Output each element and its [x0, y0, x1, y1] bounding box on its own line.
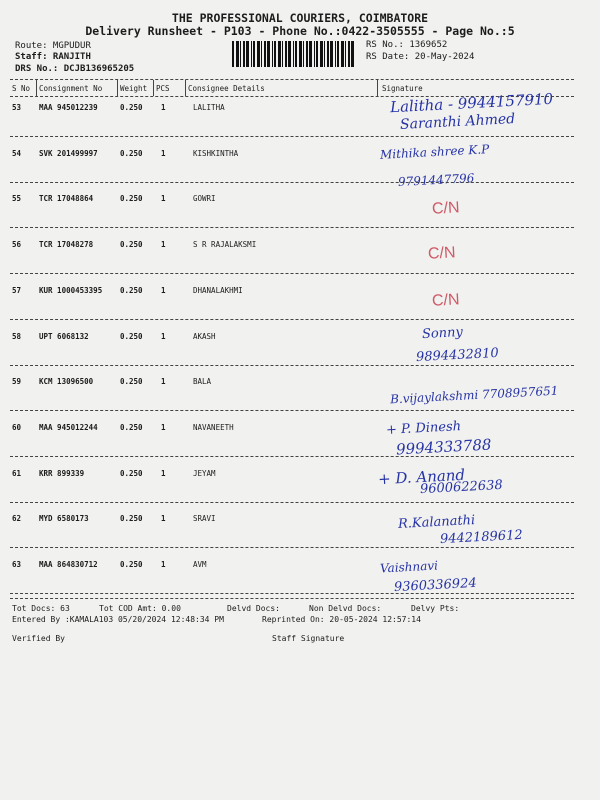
row-weight: 0.250: [120, 560, 143, 569]
row-signature: B.vijaylakshmi 7708957651: [389, 383, 559, 407]
route-label: Route: MGPUDUR: [15, 41, 91, 51]
row-pieces: 1: [161, 103, 166, 112]
row-pieces: 1: [161, 285, 166, 295]
row-consignee: GOWRI: [193, 194, 216, 204]
document-subtitle: Delivery Runsheet - P103 - Phone No.:0422-3505555 - Page No.:5: [85, 24, 515, 38]
staff-signature-label: Staff Signature: [272, 634, 345, 643]
header-divider-top: [10, 79, 574, 80]
row-serial-number: 60: [12, 422, 22, 432]
row-pieces: 1: [161, 194, 166, 204]
row-consignment-number: MYD 6580173: [39, 514, 89, 524]
row-signature: Saranthi Ahmed: [399, 110, 516, 134]
row-consignee: AKASH: [193, 331, 216, 341]
row-serial-number: 62: [12, 514, 22, 524]
barcode-image: [232, 41, 358, 67]
row-pieces: 1: [161, 240, 166, 250]
row-weight: 0.250: [120, 377, 143, 387]
col-header-sno: S No: [12, 84, 31, 93]
row-consignment-number: TCR 17048278: [39, 240, 94, 250]
row-signature: C/N: [431, 291, 460, 310]
row-weight: 0.250: [120, 468, 143, 478]
row-signature: Lalitha - 9944157910: [389, 89, 554, 117]
row-consignment-number: MAA 945012244: [39, 422, 98, 432]
row-consignee: S R RAJALAKSMI: [193, 240, 257, 250]
row-weight: 0.250: [120, 194, 143, 204]
row-weight: 0.250: [120, 103, 143, 112]
rs-number: RS No.: 1369652: [366, 40, 448, 50]
row-consignment-number: KUR 1000453395: [39, 285, 103, 295]
row-consignee: NAVANEETH: [193, 422, 234, 432]
row-divider: [10, 456, 574, 457]
row-serial-number: 63: [12, 560, 22, 569]
row-signature: C/N: [427, 244, 456, 263]
verified-by-label: Verified By: [12, 634, 65, 643]
row-consignee: KISHKINTHA: [193, 148, 239, 158]
row-consignment-number: TCR 17048864: [39, 194, 94, 204]
rs-date: RS Date: 20-May-2024: [366, 52, 475, 62]
col-header-weight: Weight: [120, 84, 148, 93]
row-weight: 0.250: [120, 422, 143, 432]
row-signature: 9442189612: [439, 527, 524, 548]
row-weight: 0.250: [120, 331, 143, 341]
row-serial-number: 61: [12, 468, 22, 478]
row-signature: 9360336924: [393, 575, 478, 596]
row-consignment-number: MAA 864830712: [39, 560, 98, 569]
row-signature: 9994333788: [395, 435, 492, 459]
row-signature: 9894432810: [415, 345, 500, 366]
row-divider: [10, 273, 574, 274]
row-weight: 0.250: [120, 148, 143, 158]
row-divider: [10, 365, 574, 366]
row-pieces: 1: [161, 514, 166, 524]
non-delivered-docs: Non Delvd Docs:: [309, 604, 382, 613]
col-header-consignment: Consignment No: [39, 84, 103, 93]
row-consignment-number: KCM 13096500: [39, 377, 94, 387]
row-signature: R.Kalanathi: [397, 512, 476, 533]
row-divider: [10, 136, 574, 137]
row-serial-number: 55: [12, 194, 22, 204]
row-consignee: BALA: [193, 377, 212, 387]
row-signature: + D. Anand: [377, 465, 466, 489]
row-weight: 0.250: [120, 240, 143, 250]
row-serial-number: 59: [12, 377, 22, 387]
row-consignee: JEYAM: [193, 468, 216, 478]
col-header-signature: Signature: [382, 84, 423, 93]
row-divider: [10, 410, 574, 411]
row-serial-number: 53: [12, 103, 22, 112]
entered-by: Entered By :KAMALA103 05/20/2024 12:48:34 PM: [12, 615, 224, 624]
row-signature: 9791447796: [397, 171, 475, 189]
row-consignee: DHANALAKHMI: [193, 285, 243, 295]
col-header-pcs: PCS: [156, 84, 170, 93]
row-weight: 0.250: [120, 285, 143, 295]
row-weight: 0.250: [120, 514, 143, 524]
row-divider: [10, 593, 574, 594]
row-pieces: 1: [161, 148, 166, 158]
document-title: THE PROFESSIONAL COURIERS, COIMBATORE: [171, 11, 429, 25]
drs-number: DRS No.: DCJB136965205: [15, 64, 135, 74]
row-signature: Mithika shree K.P: [379, 142, 490, 162]
row-serial-number: 56: [12, 240, 22, 250]
row-serial-number: 58: [12, 331, 22, 341]
col-header-consignee: Consignee Details: [188, 84, 265, 93]
row-divider: [10, 227, 574, 228]
row-divider: [10, 547, 574, 548]
total-docs: Tot Docs: 63: [12, 604, 70, 613]
row-pieces: 1: [161, 331, 166, 341]
row-pieces: 1: [161, 560, 166, 569]
row-signature: + P. Dinesh: [385, 419, 462, 438]
staff-label: Staff: RANJITH: [15, 52, 91, 62]
row-consignee: LALITHA: [193, 103, 225, 112]
row-consignment-number: MAA 945012239: [39, 103, 98, 112]
row-signature: 9600622638: [419, 477, 504, 498]
row-pieces: 1: [161, 468, 166, 478]
row-serial-number: 57: [12, 285, 22, 295]
row-signature: Vaishnavi: [379, 558, 439, 576]
row-serial-number: 54: [12, 148, 22, 158]
row-signature: Sonny: [421, 324, 464, 343]
row-divider: [10, 502, 574, 503]
row-consignee: SRAVI: [193, 514, 216, 524]
reprinted-on: Reprinted On: 20-05-2024 12:57:14: [262, 615, 421, 624]
delivered-docs: Delvd Docs:: [227, 604, 280, 613]
row-pieces: 1: [161, 377, 166, 387]
row-divider: [10, 319, 574, 320]
row-consignment-number: UPT 6068132: [39, 331, 89, 341]
total-cod-amount: Tot COD Amt: 0.00: [99, 604, 181, 613]
row-divider: [10, 182, 574, 183]
row-consignment-number: SVK 201499997: [39, 148, 98, 158]
row-signature: C/N: [431, 199, 460, 218]
delivery-points: Delvy Pts:: [411, 604, 460, 613]
row-consignment-number: KRR 899339: [39, 468, 85, 478]
row-pieces: 1: [161, 422, 166, 432]
footer-divider: [10, 598, 574, 599]
row-consignee: AVM: [193, 560, 207, 569]
